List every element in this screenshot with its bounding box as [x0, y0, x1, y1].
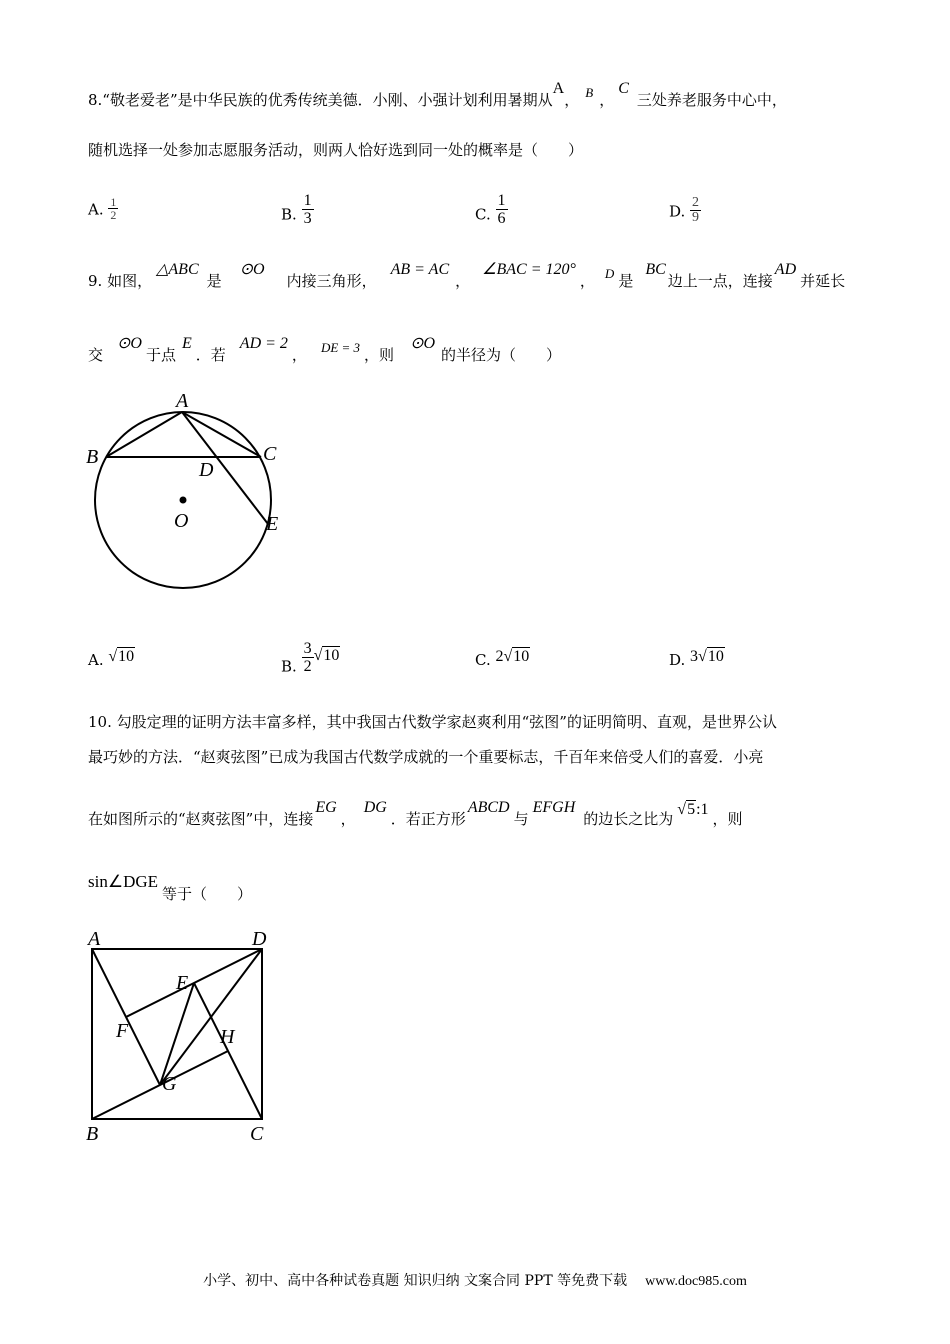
q9-text: 的半径为（ ）	[441, 346, 562, 364]
fraction	[496, 192, 508, 227]
comma: ，	[291, 346, 307, 364]
q10-line3	[88, 799, 743, 830]
q9-text: 交	[88, 346, 104, 364]
fraction	[108, 196, 118, 221]
q10-square-abcd: ABCD	[467, 799, 510, 816]
q9-text: 是	[618, 272, 634, 290]
q10-zhao-shuang-figure	[80, 925, 300, 1145]
q10-text: 在如图所示的“赵爽弦图”中，连接	[88, 810, 314, 828]
q9-text: ．若	[195, 346, 226, 364]
option-label: C.	[475, 205, 491, 224]
q9-circle: ⊙O	[239, 261, 265, 278]
q8-point-a: A	[552, 80, 565, 97]
option-label: B.	[281, 205, 297, 224]
q10-text: 与	[513, 810, 529, 828]
option-label: D.	[669, 202, 686, 221]
q8-option-c[interactable]	[475, 192, 508, 233]
q9-text: 于点	[145, 346, 176, 364]
footer-url[interactable]: www.doc985.com	[645, 1274, 747, 1289]
q10-text: 等于（ ）	[162, 885, 253, 903]
label-e: E	[176, 972, 189, 994]
radicand: 10	[118, 648, 135, 665]
ratio-part: :1	[696, 801, 709, 818]
q9-text: ，则	[364, 346, 395, 364]
q9-circle: ⊙O	[117, 335, 142, 352]
sqrt: 3√10	[690, 648, 724, 665]
comma: ，	[455, 272, 471, 290]
q9-circle-figure	[80, 388, 300, 598]
q10-square-efgh: EFGH	[532, 799, 576, 816]
numerator: 1	[303, 192, 312, 209]
sqrt: √10	[108, 648, 135, 665]
q9-option-c[interactable]	[475, 650, 530, 671]
label-d: D	[199, 459, 214, 481]
option-label: C.	[475, 651, 491, 669]
radicand: 10	[323, 646, 340, 664]
q9-point-d: D	[604, 266, 615, 281]
q9-de-value: DE = 3	[320, 340, 361, 355]
q9-option-b[interactable]	[281, 640, 340, 685]
segment-dg	[160, 949, 262, 1085]
segment-ac	[182, 412, 261, 457]
comma: ，	[579, 272, 595, 290]
numerator: 1	[497, 192, 506, 209]
denominator: 9	[692, 210, 700, 225]
page-footer	[0, 1270, 950, 1290]
numerator: 2	[692, 195, 700, 210]
q10-sin-expression: sin∠DGE	[88, 872, 159, 891]
q9-text: 9. 如图，	[88, 272, 153, 290]
q9-segment-ad: AD	[774, 261, 797, 278]
q8-option-b[interactable]	[281, 192, 314, 233]
q9-text: 内接三角形，	[286, 272, 377, 290]
denominator: 6	[497, 210, 506, 227]
q9-text: 是	[206, 272, 222, 290]
numerator: 1	[110, 195, 117, 209]
label-e: E	[266, 513, 279, 535]
q9-point-e: E	[182, 335, 192, 352]
q9-option-a[interactable]	[88, 650, 135, 671]
comma: ，	[340, 810, 356, 828]
q10-text: ．若正方形	[390, 810, 466, 828]
denominator: 2	[110, 208, 117, 222]
q10-line2: 最巧妙的方法．“赵爽弦图”已成为我国古代数学成就的一个重要标志，千百年来倍受人们的喜爱．小亮	[88, 748, 764, 766]
q9-segment-bc: BC	[645, 261, 666, 278]
label-o: O	[174, 510, 189, 532]
label-d: D	[252, 928, 267, 950]
comma: ，	[564, 91, 580, 109]
coefficient: 3	[690, 648, 699, 665]
label-b: B	[86, 1123, 99, 1145]
comma: ，	[599, 91, 615, 109]
q10-ratio: √5:1	[677, 801, 709, 818]
radicand: 10	[707, 648, 724, 665]
option-label: A.	[88, 200, 104, 219]
option-label: B.	[281, 657, 297, 676]
fraction	[690, 196, 701, 225]
label-c: C	[250, 1123, 264, 1145]
q10-segment-dg: DG	[363, 799, 387, 816]
label-g: G	[162, 1073, 177, 1095]
q10-segment-eg: EG	[315, 799, 337, 816]
numerator: 3	[303, 640, 312, 657]
label-b: B	[86, 446, 99, 468]
q9-option-d[interactable]	[669, 650, 725, 671]
segment-ab	[106, 412, 182, 457]
q10-line4	[88, 872, 253, 904]
q9-text: 边上一点，连接	[667, 272, 773, 290]
fraction	[302, 640, 314, 675]
q9-line2	[88, 335, 562, 366]
option-label: D.	[669, 651, 686, 669]
footer-text: 小学、初中、高中各种试卷真题 知识归纳 文案合同 PPT 等免费下载	[203, 1273, 628, 1289]
label-a: A	[176, 390, 189, 412]
radicand: 5	[687, 801, 696, 818]
fraction	[302, 192, 314, 227]
q8-option-d[interactable]	[669, 195, 701, 227]
sqrt: √10	[313, 646, 340, 664]
sqrt: 2√10	[495, 648, 530, 665]
q10-line1: 10. 勾股定理的证明方法丰富多样，其中我国古代数学家赵爽利用“弦图”的证明简明、直观，是世界公认	[88, 713, 777, 731]
q10-text: 的边长之比为	[583, 810, 674, 828]
q9-angle: ∠BAC = 120°	[482, 261, 576, 278]
q8-text: 8.“敬老爱老”是中华民族的优秀传统美德．小刚、小强计划利用暑期从	[88, 91, 553, 109]
option-label: A.	[88, 651, 104, 669]
q10-text: ，则	[712, 810, 743, 828]
coefficient: 2	[495, 648, 504, 665]
label-a: A	[88, 928, 101, 950]
q8-option-a[interactable]	[88, 195, 118, 223]
denominator: 3	[303, 210, 312, 227]
q8-point-c: C	[618, 80, 629, 97]
q9-circle: ⊙O	[410, 335, 436, 352]
q9-equation: AB = AC	[390, 261, 450, 278]
q9-text: 并延长	[800, 272, 846, 290]
q9-line1	[88, 261, 846, 292]
label-h: H	[220, 1026, 235, 1048]
label-f: F	[116, 1020, 129, 1042]
q8-line2: 随机选择一处参加志愿服务活动，则两人恰好选到同一处的概率是（ ）	[88, 141, 584, 159]
denominator: 2	[303, 658, 312, 675]
q8-point-b: B	[585, 85, 594, 100]
q8-text: 三处养老服务中心中，	[636, 91, 787, 109]
q9-triangle: △ABC	[156, 261, 199, 278]
segment-ae	[182, 412, 268, 524]
radicand: 10	[513, 648, 530, 665]
q8-line1	[88, 80, 787, 111]
label-c: C	[263, 443, 277, 465]
center-point	[180, 497, 187, 504]
q9-ad-value: AD = 2	[239, 335, 288, 352]
